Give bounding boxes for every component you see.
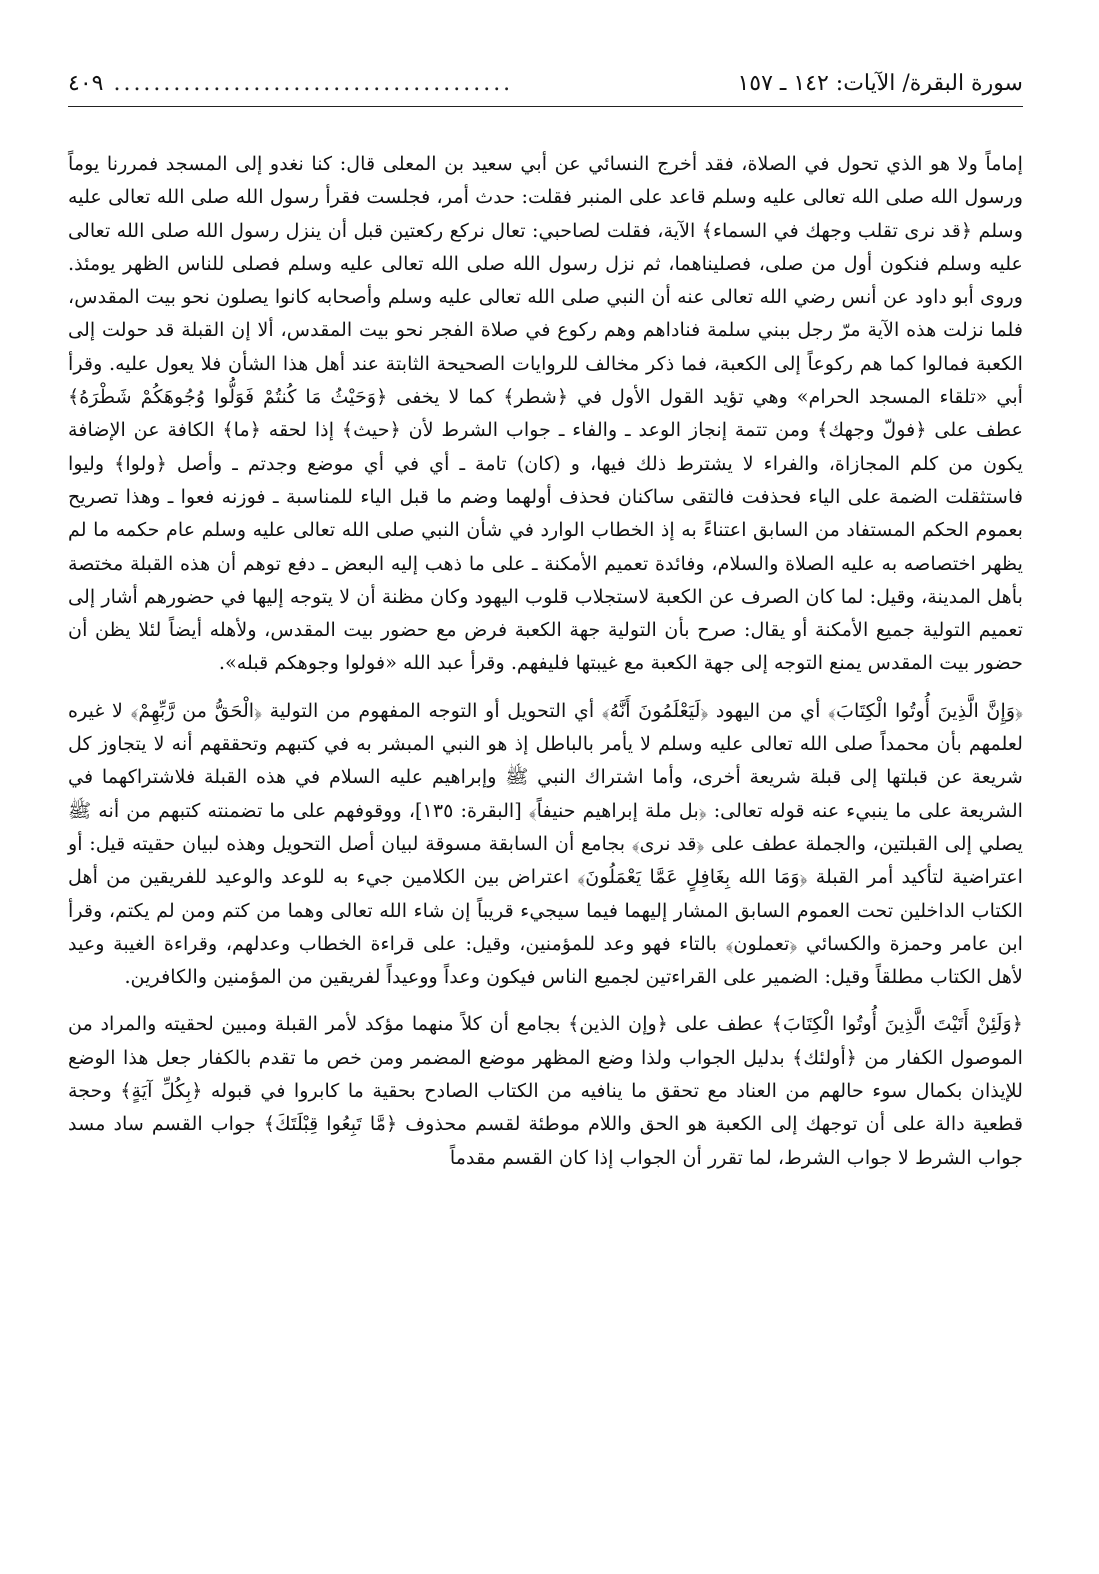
book-page bbox=[68, 60, 1023, 1560]
surah-title: سورة البقرة/ الآيات: ١٤٢ ـ ١٥٧ bbox=[737, 70, 1023, 96]
page-number: ٤٠٩ bbox=[68, 70, 104, 96]
paragraph-2: ﴿وَإِنَّ الَّذِينَ أُوتُوا الْكِتَابَ﴾ أي من اليهود ﴿لَيَعْلَمُونَ أَنَّهُ﴾ أي التحويل أو التوجه المفهوم من التولية ﴿الْحَقُّ من رَّبِّهِمْ﴾ لا غيره لعلمهم بأن محمداً صلى الله تعالى عليه وسلم لا يأمر بالباطل إذ هو النبي المبشر به في كتبهم وتحققهم أنه لا يتجاوز كل شريعة عن قبلتها إلى قبلة شريعة أخرى، وأما اشتراك النبي ﷺ وإبراهيم عليه السلام في هذه القبلة فلاشتراكهما في الشريعة على ما ينبيء عنه قوله تعالى: ﴿بل ملة إبراهيم حنيفاً﴾ [البقرة: ١٣٥]، ووقوفهم على ما تضمنته كتبهم من أنه ﷺ يصلي إلى القبلتين، والجملة عطف على ﴿قد نرى﴾ بجامع أن السابقة مسوقة لبيان أصل التحويل وهذه لبيان حقيته قيل: أو اعتراضية لتأكيد أمر القبلة ﴿وَمَا الله بِغَافِلٍ عَمَّا يَعْمَلُونَ﴾ اعتراض بين الكلامين جيء به للوعد والوعيد للفريقين من أهل الكتاب الداخلين تحت العموم السابق المشار إليهما فيما سيجيء قريباً إن شاء الله تعالى وهما من كتم ومن لم يكتم، وقرأ ابن عامر وحمزة والكسائي ﴿تعملون﴾ بالتاء فهو وعد للمؤمنين، وقيل: على قراءة الخطاب وعدلهم، وقراءة الغيبة وعيد لأهل الكتاب مطلقاً وقيل: الضمير على القراءتين لجميع الناس فيكون وعداً ووعيداً لفريقين من المؤمنين والكافرين. bbox=[68, 698, 1023, 989]
paragraph-3: ﴿وَلَئِنْ أَتَيْتَ الَّذِينَ أُوتُوا الْكِتَابَ﴾ عطف على ﴿وإن الذين﴾ بجامع أن كلاً منهما مؤكد لأمر القبلة ومبين لحقيته والمراد من الموصول الكفار من ﴿أولئك﴾ بدليل الجواب ولذا وضع المظهر موضع المضمر ومن خص ما تقدم بالكفار جعل هذا الوضع للإيذان بكمال سوء حالهم من العناد مع تحقق ما ينافيه من الكتاب الصادح بحقية ما كابروا في قبوله ﴿بِكُلِّ آيَةٍ﴾ وحجة قطعية دالة على أن توجهك إلى الكعبة هو الحق واللام موطئة لقسم محذوف ﴿مَّا تَبِعُوا قِبْلَتَكَ﴾ جواب القسم ساد مسد جواب الشرط لا جواب الشرط، لما تقرر أن الجواب إذا كان القسم مقدماً bbox=[68, 1012, 1023, 1169]
paragraph-1: إماماً ولا هو الذي تحول في الصلاة، فقد أخرج النسائي عن أبي سعيد بن المعلى قال: كنا نغدو إلى المسجد فمررنا يوماً ورسول الله صلى الله تعالى عليه وسلم قاعد على المنبر فقلت: حدث أمر، فجلست فقرأ رسول الله صلى الله تعالى عليه وسلم ﴿قد نرى تقلب وجهك في السماء﴾ الآية، فقلت لصاحبي: تعال نركع ركعتين قبل أن ينزل رسول الله صلى الله تعالى عليه وسلم فنكون أول من صلى، فصليناهما، ثم نزل رسول الله صلى الله تعالى عليه وسلم فصلى للناس الظهر يومئذ. وروى أبو داود عن أنس رضي الله تعالى عنه أن النبي صلى الله تعالى عليه وسلم وأصحابه كانوا يصلون نحو بيت المقدس، فلما نزلت هذه الآية مرّ رجل ببني سلمة فناداهم وهم ركوع في صلاة الفجر نحو بيت المقدس، ألا إن القبلة قد حولت إلى الكعبة فمالوا كما هم ركوعاً إلى الكعبة، فما ذكر مخالف للروايات الصحيحة الثابتة عند أهل هذا الشأن فلا يعول عليه. وقرأ أبي «تلقاء المسجد الحرام» وهي تؤيد القول الأول في ﴿شطر﴾ كما لا يخفى ﴿وَحَيْثُ مَا كُنتُمْ فَوَلُّوا وُجُوهَكُمْ شَطْرَهُ﴾ عطف على ﴿فولّ وجهك﴾ ومن تتمة إنجاز الوعد ـ والفاء ـ جواب الشرط لأن ﴿حيث﴾ إذا لحقه ﴿ما﴾ الكافة عن الإضافة يكون من كلم المجازاة، والفراء لا يشترط ذلك فيها، و (كان) تامة ـ أي في أي موضع وجدتم ـ وأصل ﴿ولوا﴾ وليوا فاستثقلت الضمة على الياء فحذفت فالتقى ساكنان فحذف أولهما وضم ما قبل الياء للمناسبة ـ فوزنه فعوا ـ وهذا تصريح بعموم الحكم المستفاد من السابق اعتناءً به إذ الخطاب الوارد في شأن النبي صلى الله تعالى عليه وسلم عام حكمه ما لم يظهر اختصاصه به عليه الصلاة والسلام، وفائدة تعميم الأمكنة ـ على ما ذهب إليه البعض ـ دفع توهم أن هذه القبلة مختصة بأهل المدينة، وقيل: لما كان الصرف عن الكعبة لاستجلاب قلوب اليهود وكان مظنة أن لا يتوجه إليها في حضورهم أشار إلى تعميم التولية جميع الأمكنة أو يقال: صرح بأن التولية جهة الكعبة فرض مع حضور بيت المقدس، ولأهله أيضاً لئلا يظن أن حضور بيت المقدس يمنع التوجه إلى جهة الكعبة مع غيبتها فليفهم. وقرأ عبد الله «فولوا وجوهكم قبله». bbox=[68, 152, 1023, 675]
page-body bbox=[68, 147, 1023, 1174]
running-header bbox=[68, 60, 1023, 107]
header-dot-leader: ........................................ bbox=[113, 70, 514, 96]
